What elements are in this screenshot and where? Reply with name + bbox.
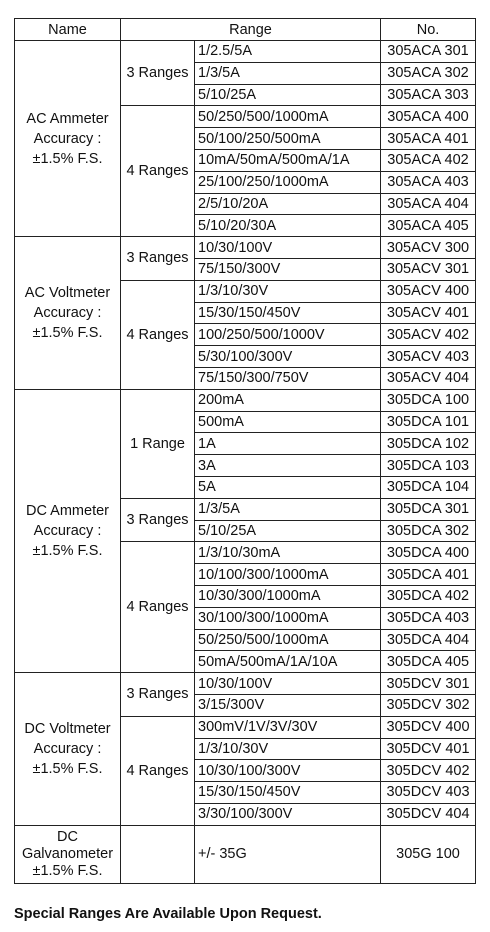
model-number: 305DCV 400 — [381, 716, 476, 738]
range-value: 50/100/250/500mA — [195, 128, 381, 150]
range-value: 15/30/150/450V — [195, 302, 381, 324]
range-value: 1/3/10/30V — [195, 280, 381, 302]
range-value: 10/30/100/300V — [195, 760, 381, 782]
range-value: 1/3/10/30V — [195, 738, 381, 760]
model-number: 305DCV 401 — [381, 738, 476, 760]
instrument-name-line: Accuracy : — [33, 304, 102, 321]
model-number: 305ACA 403 — [381, 171, 476, 193]
range-value: 10/30/100V — [195, 673, 381, 695]
range-count: 4 Ranges — [121, 716, 195, 825]
range-value: 1A — [195, 433, 381, 455]
range-value: 200mA — [195, 389, 381, 411]
model-number: 305DCA 100 — [381, 389, 476, 411]
range-value: 1/3/5A — [195, 498, 381, 520]
model-number: 305DCV 404 — [381, 803, 476, 825]
model-number: 305DCA 103 — [381, 455, 476, 477]
model-number: 305ACA 405 — [381, 215, 476, 237]
instrument-name-line: Galvanometer — [21, 845, 114, 862]
model-number: 305ACA 401 — [381, 128, 476, 150]
model-number: 305ACA 302 — [381, 62, 476, 84]
instrument-name — [15, 825, 121, 883]
range-value: 10mA/50mA/500mA/1A — [195, 149, 381, 171]
model-number: 305ACA 303 — [381, 84, 476, 106]
model-number: 305ACV 400 — [381, 280, 476, 302]
model-number: 305DCA 101 — [381, 411, 476, 433]
range-count: 1 Range — [121, 389, 195, 498]
model-number: 305DCV 402 — [381, 760, 476, 782]
range-value: 5/10/20/30A — [195, 215, 381, 237]
instrument-name-line: ±1.5% F.S. — [32, 324, 103, 341]
range-value: 1/3/10/30mA — [195, 542, 381, 564]
instrument-name — [15, 673, 121, 826]
range-value: 3/15/300V — [195, 694, 381, 716]
instrument-name-line: ±1.5% F.S. — [32, 760, 103, 777]
range-value: 1/2.5/5A — [195, 41, 381, 63]
instrument-name-line: ±1.5% F.S. — [32, 150, 103, 167]
instrument-name-line: AC Ammeter — [26, 110, 109, 127]
range-count: 4 Ranges — [121, 542, 195, 673]
model-number: 305DCA 404 — [381, 629, 476, 651]
range-value: 10/30/100V — [195, 237, 381, 259]
model-number: 305DCV 301 — [381, 673, 476, 695]
model-number: 305G 100 — [381, 825, 476, 883]
range-count: 4 Ranges — [121, 106, 195, 237]
model-number: 305ACV 404 — [381, 367, 476, 389]
range-count — [121, 825, 195, 883]
range-value: 500mA — [195, 411, 381, 433]
range-value: 5/30/100/300V — [195, 346, 381, 368]
table-row — [15, 389, 476, 411]
range-value: 2/5/10/20A — [195, 193, 381, 215]
range-count: 3 Ranges — [121, 498, 195, 542]
header-name: Name — [15, 19, 121, 41]
range-value: 10/30/300/1000mA — [195, 585, 381, 607]
range-count: 3 Ranges — [121, 673, 195, 717]
range-value: 25/100/250/1000mA — [195, 171, 381, 193]
model-number: 305ACA 402 — [381, 149, 476, 171]
model-number: 305DCA 401 — [381, 564, 476, 586]
model-number: 305DCA 402 — [381, 585, 476, 607]
model-number: 305DCV 403 — [381, 782, 476, 804]
instrument-name-line: DC Ammeter — [26, 502, 109, 519]
header-range: Range — [121, 19, 381, 41]
range-value: 300mV/1V/3V/30V — [195, 716, 381, 738]
table-row — [15, 673, 476, 695]
range-value: 3A — [195, 455, 381, 477]
range-value: 3/30/100/300V — [195, 803, 381, 825]
range-value: 10/100/300/1000mA — [195, 564, 381, 586]
range-count: 3 Ranges — [121, 237, 195, 281]
instrument-name-line: ±1.5% F.S. — [32, 542, 103, 559]
model-number: 305DCV 302 — [381, 694, 476, 716]
instrument-name — [15, 41, 121, 237]
model-number: 305DCA 405 — [381, 651, 476, 673]
range-value: 50/250/500/1000mA — [195, 106, 381, 128]
range-value: 75/150/300V — [195, 258, 381, 280]
table-row — [15, 41, 476, 63]
range-value: +/- 35G — [195, 825, 381, 883]
range-value: 5/10/25A — [195, 520, 381, 542]
model-number: 305DCA 102 — [381, 433, 476, 455]
model-number: 305ACA 400 — [381, 106, 476, 128]
model-number: 305DCA 403 — [381, 607, 476, 629]
instrument-name-line: DC Voltmeter — [24, 720, 111, 737]
model-number: 305DCA 400 — [381, 542, 476, 564]
model-number: 305ACV 403 — [381, 346, 476, 368]
model-number: 305DCA 302 — [381, 520, 476, 542]
model-number: 305ACA 404 — [381, 193, 476, 215]
model-number: 305ACV 301 — [381, 258, 476, 280]
model-number: 305ACA 301 — [381, 41, 476, 63]
table-body — [15, 41, 476, 884]
instrument-name-line: ±1.5% F.S. — [32, 862, 103, 879]
model-number: 305DCA 104 — [381, 476, 476, 498]
range-value: 1/3/5A — [195, 62, 381, 84]
instrument-name-line: Accuracy : — [33, 522, 102, 539]
instrument-name-line: AC Voltmeter — [24, 284, 111, 301]
instrument-name-line: Accuracy : — [33, 740, 102, 757]
table-row — [15, 237, 476, 259]
range-value: 5/10/25A — [195, 84, 381, 106]
range-value: 5A — [195, 476, 381, 498]
header-row — [15, 19, 476, 41]
header-no: No. — [381, 19, 476, 41]
model-number: 305DCA 301 — [381, 498, 476, 520]
product-range-table — [14, 18, 476, 884]
model-number: 305ACV 300 — [381, 237, 476, 259]
model-number: 305ACV 402 — [381, 324, 476, 346]
instrument-name-line: DC — [57, 828, 78, 845]
footer-note: Special Ranges Are Available Upon Request. — [14, 906, 322, 922]
range-count: 3 Ranges — [121, 41, 195, 106]
range-value: 15/30/150/450V — [195, 782, 381, 804]
range-value: 50/250/500/1000mA — [195, 629, 381, 651]
range-value: 75/150/300/750V — [195, 367, 381, 389]
range-value: 30/100/300/1000mA — [195, 607, 381, 629]
range-value: 50mA/500mA/1A/10A — [195, 651, 381, 673]
model-number: 305ACV 401 — [381, 302, 476, 324]
instrument-name — [15, 389, 121, 672]
range-value: 100/250/500/1000V — [195, 324, 381, 346]
range-count: 4 Ranges — [121, 280, 195, 389]
instrument-name — [15, 237, 121, 390]
instrument-name-line: Accuracy : — [33, 130, 102, 147]
table-row — [15, 825, 476, 883]
